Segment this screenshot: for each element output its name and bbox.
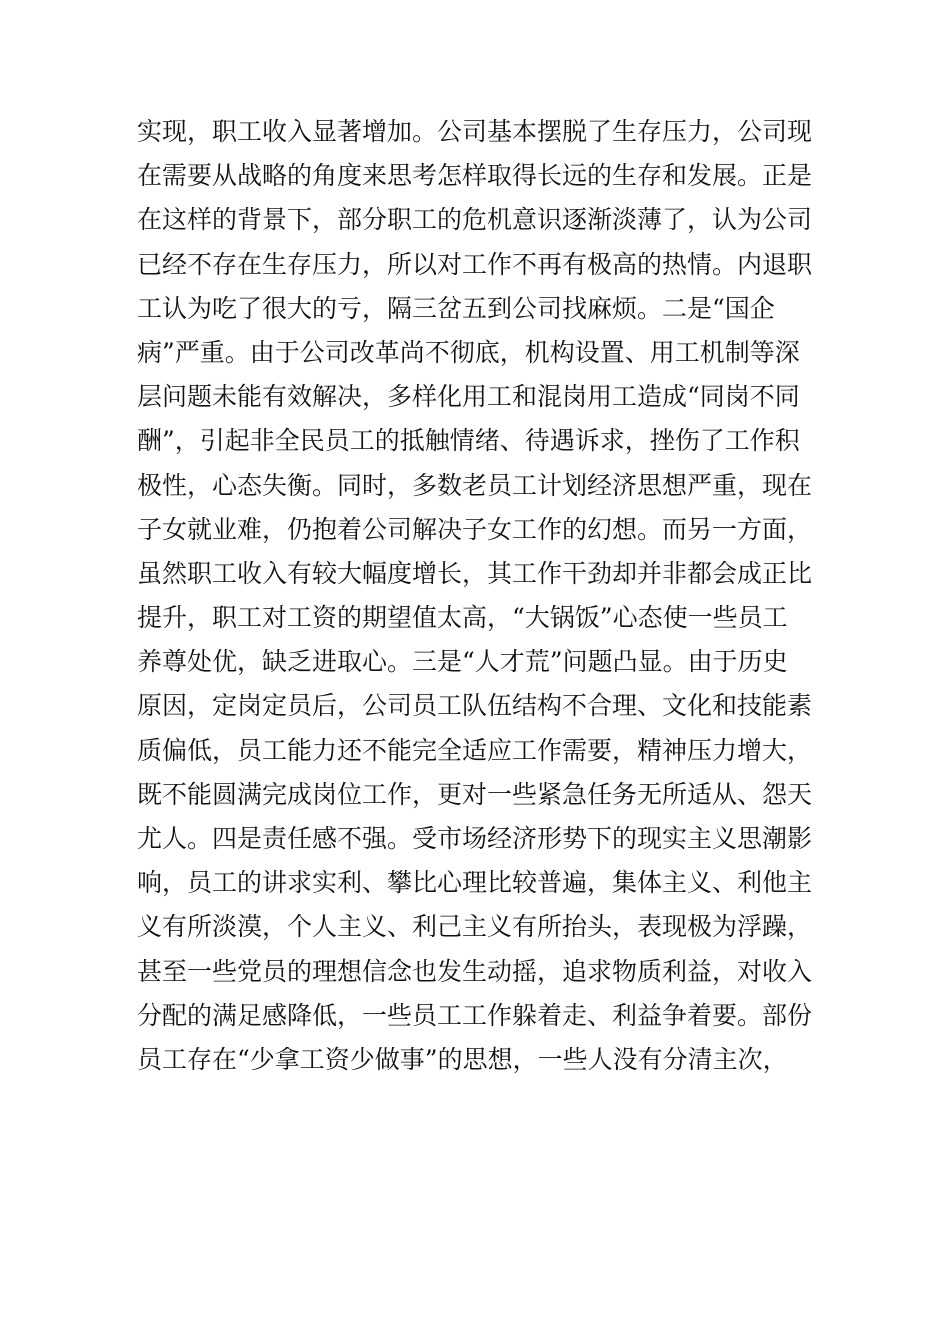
text-line: 尤人。四是责任感不强。受市场经济形势下的现实主义思潮影 <box>137 824 813 853</box>
text-line: 病”严重。由于公司改革尚不彻底，机构设置、用工机制等深 <box>137 337 800 367</box>
text-line: 养尊处优，缺乏进取心。三是“人才荒”问题凸显。由于历史 <box>137 647 788 677</box>
text-line: 原因，定岗定员后，公司员工队伍结构不合理、文化和技能素 <box>137 691 813 721</box>
text-line: 在需要从战略的角度来思考怎样取得长远的生存和发展。正是 <box>137 161 813 191</box>
text-line: 提升，职工对工资的期望值太高，“大锅饭”心态使一些员工 <box>137 603 788 633</box>
text-line: 甚至一些党员的理想信念也发生动摇，追求物质利益，对收入 <box>137 956 813 986</box>
text-line: 虽然职工收入有较大幅度增长，其工作干劲却并非都会成正比 <box>137 558 813 588</box>
text-line: 响，员工的讲求实利、攀比心理比较普遍，集体主义、利他主 <box>137 868 813 898</box>
text-line: 既不能圆满完成岗位工作，更对一些紧急任务无所适从、怨天 <box>137 779 813 809</box>
text-line: 酬”，引起非全民员工的抵触情绪、待遇诉求，挫伤了工作积 <box>137 426 800 456</box>
text-line: 子女就业难，仍抱着公司解决子女工作的幻想。而另一方面， <box>137 514 813 544</box>
text-line: 实现，职工收入显著增加。公司基本摆脱了生存压力，公司现 <box>137 117 813 146</box>
text-line: 在这样的背景下，部分职工的危机意识逐渐淡薄了，认为公司 <box>137 205 813 235</box>
text-line: 义有所淡漠，个人主义、利己主义有所抬头，表现极为浮躁， <box>137 912 813 942</box>
text-line: 员工存在“少拿工资少做事”的思想，一些人没有分清主次， <box>137 1044 788 1074</box>
text-line: 层问题未能有效解决，多样化用工和混岗用工造成“同岗不同 <box>137 382 800 412</box>
text-line: 极性，心态失衡。同时，多数老员工计划经济思想严重，现在 <box>137 470 813 500</box>
text-line: 质偏低，员工能力还不能完全适应工作需要，精神压力增大， <box>137 735 813 765</box>
text-line: 已经不存在生存压力，所以对工作不再有极高的热情。内退职 <box>137 249 813 279</box>
text-line: 分配的满足感降低，一些员工工作躲着走、利益争着要。部份 <box>137 1000 813 1030</box>
body-text <box>137 110 837 1082</box>
text-line: 工认为吃了很大的亏，隔三岔五到公司找麻烦。二是“国企 <box>137 293 775 323</box>
